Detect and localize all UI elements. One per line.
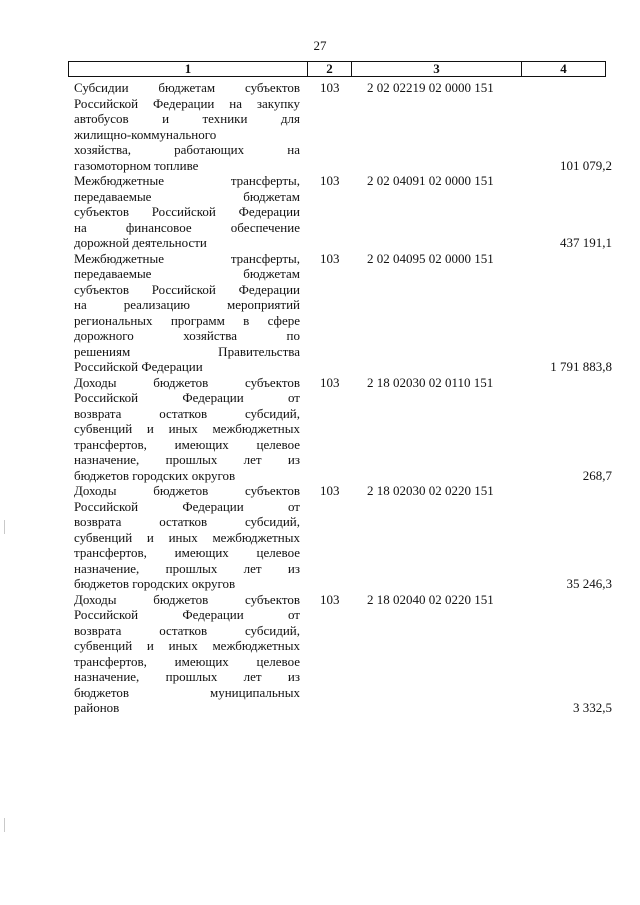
- row-admin-code: 103: [320, 591, 340, 607]
- description-line: Межбюджетные трансферты,: [74, 173, 300, 188]
- description-line: автобусов и техники для: [74, 111, 300, 126]
- row-description: [74, 80, 300, 173]
- row-budget-code: 2 02 02219 02 0000 151: [367, 80, 494, 95]
- description-line: субвенций и иных межбюджетных: [74, 638, 300, 653]
- description-line: возврата остатков субсидий,: [74, 622, 300, 638]
- page-number: 27: [313, 38, 327, 53]
- row-description: [74, 592, 300, 716]
- description-line: региональных программ в сфере: [74, 312, 300, 328]
- description-line: назначение, прошлых лет из: [74, 452, 300, 467]
- description-line: Российской Федерации от: [74, 498, 300, 514]
- table-row: [0, 173, 640, 251]
- header-col-1: 1: [69, 62, 308, 77]
- table-row: [0, 375, 640, 484]
- description-line: Межбюджетные трансферты,: [74, 250, 300, 266]
- row-description: [74, 173, 300, 251]
- table-body: [0, 80, 640, 716]
- header-col-2: 2: [308, 62, 352, 77]
- description-line: передаваемые бюджетам: [74, 188, 300, 204]
- description-line: Доходы бюджетов субъектов: [74, 374, 300, 390]
- row-budget-code: 2 02 04095 02 0000 151: [367, 250, 494, 266]
- description-line: возврата остатков субсидий,: [74, 514, 300, 529]
- description-line: хозяйства, работающих на: [74, 142, 300, 157]
- description-line: дорожной деятельности: [74, 235, 207, 250]
- row-amount: 35 246,3: [566, 576, 612, 591]
- description-line: трансфертов, имеющих целевое: [74, 436, 300, 452]
- description-line: назначение, прошлых лет из: [74, 560, 300, 576]
- description-line: Российской Федерации: [74, 359, 203, 374]
- description-line: на финансовое обеспечение: [74, 219, 300, 235]
- row-admin-code: 103: [320, 250, 340, 266]
- scan-edge-mark: [4, 818, 5, 832]
- description-line: бюджетов городских округов: [74, 467, 236, 483]
- description-line: жилищно-коммунального: [74, 126, 217, 142]
- header-col-3: 3: [352, 62, 522, 77]
- row-amount: 101 079,2: [560, 157, 612, 173]
- row-budget-code: 2 18 02030 02 0110 151: [367, 374, 494, 390]
- row-description: [74, 375, 300, 484]
- description-line: Доходы бюджетов субъектов: [74, 483, 300, 498]
- row-budget-code: 2 18 02040 02 0220 151: [367, 591, 494, 607]
- description-line: бюджетов городских округов: [74, 576, 236, 591]
- description-line: субъектов Российской Федерации: [74, 204, 300, 219]
- row-admin-code: 103: [320, 80, 340, 95]
- row-admin-code: 103: [320, 483, 340, 498]
- row-amount: 268,7: [582, 467, 612, 483]
- description-line: Доходы бюджетов субъектов: [74, 591, 300, 607]
- row-budget-code: 2 18 02030 02 0220 151: [367, 483, 494, 498]
- description-line: Российской Федерации от: [74, 390, 300, 405]
- row-admin-code: 103: [320, 173, 340, 188]
- description-line: субъектов Российской Федерации: [74, 281, 300, 297]
- description-line: дорожного хозяйства по: [74, 328, 300, 343]
- description-line: трансфертов, имеющих целевое: [74, 545, 300, 560]
- row-amount: 1 791 883,8: [550, 359, 612, 374]
- description-line: возврата остатков субсидий,: [74, 405, 300, 421]
- description-line: районов: [74, 700, 120, 715]
- description-line: на реализацию мероприятий: [74, 297, 300, 312]
- description-line: решениям Правительства: [74, 343, 300, 359]
- header-col-4: 4: [522, 62, 606, 77]
- description-line: Российской Федерации от: [74, 607, 300, 622]
- row-amount: 3 332,5: [573, 700, 612, 715]
- row-admin-code: 103: [320, 374, 340, 390]
- table-header: [68, 61, 606, 77]
- row-amount: 437 191,1: [560, 235, 612, 250]
- row-description: [74, 251, 300, 375]
- table-row: [0, 592, 640, 716]
- description-line: назначение, прошлых лет из: [74, 669, 300, 684]
- description-line: Субсидии бюджетам субъектов: [74, 80, 300, 95]
- description-line: бюджетов муниципальных: [74, 684, 300, 700]
- description-line: трансфертов, имеющих целевое: [74, 653, 300, 669]
- table-row: [0, 251, 640, 375]
- description-line: газомоторном топливе: [74, 157, 199, 173]
- row-description: [74, 483, 300, 592]
- description-line: субвенций и иных межбюджетных: [74, 529, 300, 545]
- description-line: передаваемые бюджетам: [74, 266, 300, 281]
- row-budget-code: 2 02 04091 02 0000 151: [367, 173, 494, 188]
- description-line: субвенций и иных межбюджетных: [74, 421, 300, 436]
- table-row: [0, 80, 640, 173]
- description-line: Российской Федерации на закупку: [74, 95, 300, 111]
- table-row: [0, 483, 640, 592]
